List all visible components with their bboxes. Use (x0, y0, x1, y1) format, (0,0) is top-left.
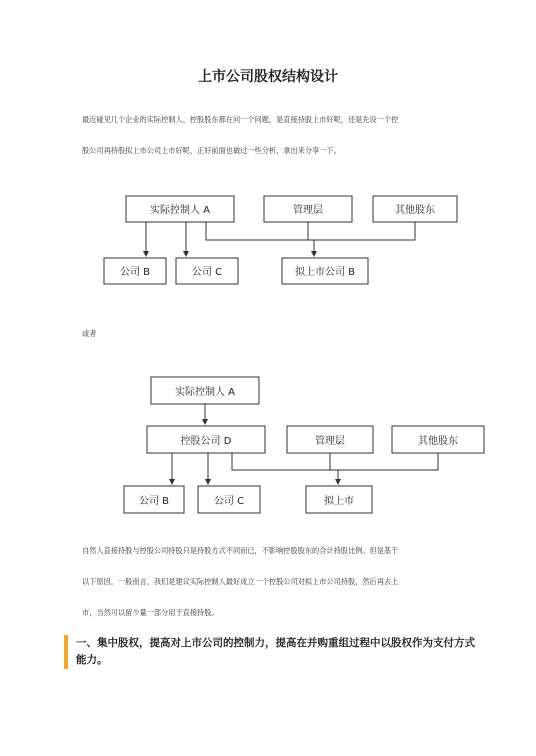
section-heading-line-2: 能力。 (76, 654, 108, 666)
intro-line-2: 股公司再持股拟上市公司上市好呢，正好前面也做过一些分析，拿出来分享一下。 (82, 146, 341, 155)
conclusion-paragraph (82, 535, 482, 628)
or-label: 或者 (82, 329, 97, 338)
box2-company-c-label: 公司 C (213, 496, 245, 507)
box2-company-b-label: 公司 B (138, 496, 170, 507)
box-management-label: 管理层 (293, 205, 323, 216)
conclusion-line-2: 以下原因，一般而言，我们是建议实际控制人最好成立一个控股公司对拟上市公司持股，然后再去上 (82, 577, 399, 586)
intro-line-1: 最近碰见几个企业的实际控制人、控股股东都在问一个问题，是直接持股上市好呢，还是先设一个控 (82, 115, 399, 124)
conclusion-line-3: 市，当然可以留少量一部分用于直接持股。 (82, 608, 219, 617)
conclusion-line-1: 自然人直接持股与控股公司持股只是持股方式不同而已，不影响控股股东的合计持股比例。但是基于 (82, 546, 399, 555)
page-title: 上市公司股权结构设计 (198, 69, 338, 85)
box2-ipo-label: 拟上市 (324, 496, 354, 507)
section-heading-line-1: 一、集中股权，提高对上市公司的控制力，提高在并购重组过程中以股权作为支付方式 (76, 637, 475, 649)
box2-holding-company-d-label: 控股公司 D (180, 436, 232, 447)
box-ipo-company-b-label: 拟上市公司 B (294, 267, 356, 278)
box-company-b-label: 公司 B (119, 267, 151, 278)
section-heading (64, 635, 476, 669)
box-controller-a-label: 实际控制人 A (149, 205, 211, 216)
box-company-c-label: 公司 C (191, 267, 223, 278)
box-other-shareholders-label: 其他股东 (395, 205, 435, 216)
box2-controller-a-label: 实际控制人 A (174, 387, 236, 398)
box2-management-label: 管理层 (315, 436, 345, 447)
box2-other-shareholders-label: 其他股东 (418, 436, 458, 447)
